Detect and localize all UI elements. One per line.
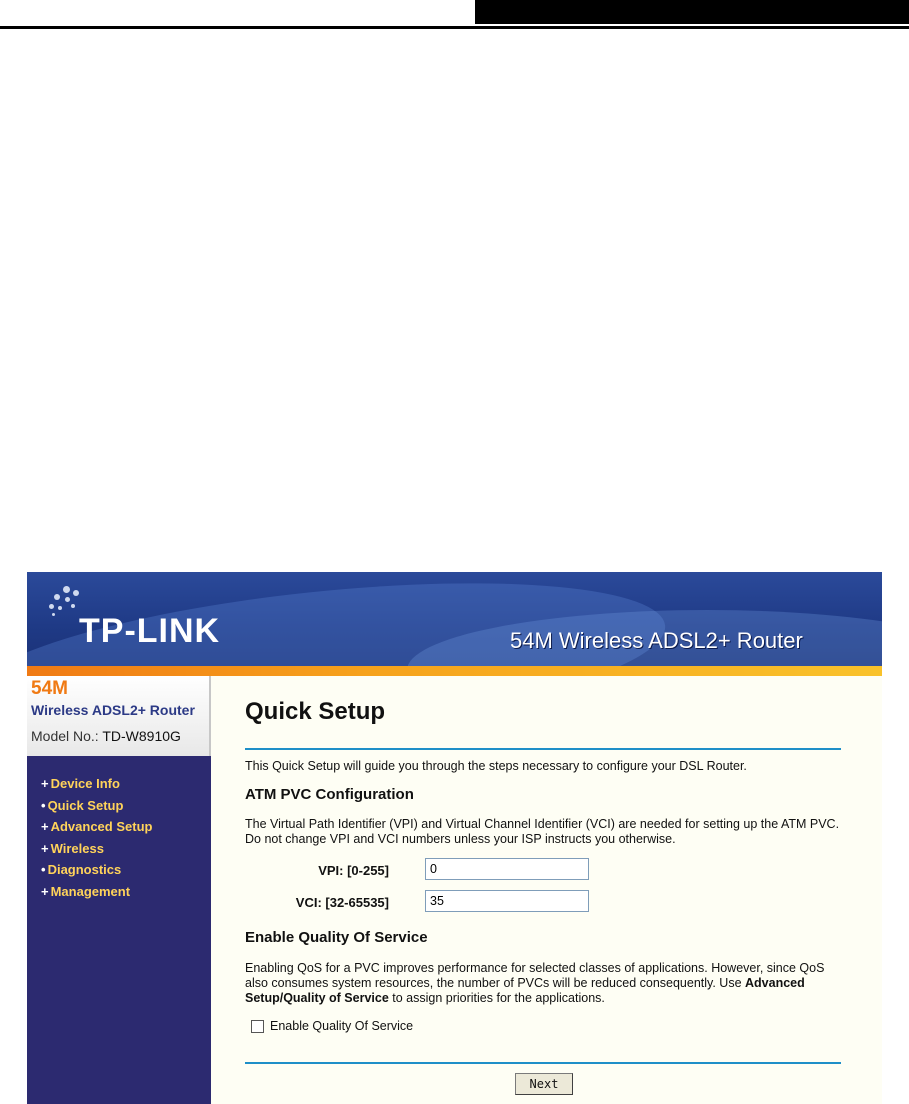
banner xyxy=(27,572,882,670)
model-label: Model No.: xyxy=(31,728,99,744)
plus-icon: + xyxy=(41,883,49,899)
vpi-input[interactable] xyxy=(425,858,589,880)
vci-label: VCI: [32-65535] xyxy=(295,895,389,910)
next-button[interactable]: Next xyxy=(515,1073,573,1095)
main-content xyxy=(211,676,882,1104)
atm-description: The Virtual Path Identifier (VPI) and Virtual Channel Identifier (VCI) are needed for setting up the ATM PVC. Do not change VPI and VCI numbers unless your ISP instructs you otherwise. xyxy=(245,817,840,846)
model-box xyxy=(27,676,211,756)
qos-checkbox-row[interactable] xyxy=(251,1019,413,1033)
header-black-block xyxy=(475,0,909,24)
nav-menu xyxy=(41,776,152,905)
nav-item-wireless[interactable]: + Wireless xyxy=(41,840,104,856)
atm-heading: ATM PVC Configuration xyxy=(245,786,414,803)
qos-checkbox[interactable] xyxy=(251,1020,264,1033)
nav-item-device-info[interactable]: + Device Info xyxy=(41,776,120,791)
qos-checkbox-label: Enable Quality Of Service xyxy=(270,1019,414,1033)
plus-icon: + xyxy=(41,776,49,791)
page-title: Quick Setup xyxy=(245,698,386,725)
nav-item-diagnostics[interactable]: • Diagnostics xyxy=(41,862,122,877)
qos-description: Enabling QoS for a PVC improves performance for selected classes of applications. However, since QoS also consumes system resources, the number of PVCs will be reduced consequently. Use Advanced Setup/Quality of Service to assign priorities for the applications. xyxy=(245,961,825,1005)
plus-icon: + xyxy=(41,819,49,834)
model-speed: 54M xyxy=(31,678,68,699)
qos-heading: Enable Quality Of Service xyxy=(245,929,428,946)
nav-item-management[interactable]: + Management xyxy=(41,883,131,899)
qos-link-text: Advanced Setup/Quality of Service xyxy=(245,976,805,1005)
model-title: Wireless ADSL2+ Router xyxy=(31,702,195,718)
model-value: TD-W8910G xyxy=(102,728,181,744)
router-screenshot xyxy=(27,572,882,1104)
bullet-icon: • xyxy=(41,862,46,877)
vci-input[interactable] xyxy=(425,890,589,912)
divider-bottom xyxy=(245,1062,841,1064)
bullet-icon: • xyxy=(41,797,46,813)
product-name: 54M Wireless ADSL2+ Router xyxy=(510,628,803,653)
orange-band xyxy=(27,666,882,676)
divider-top xyxy=(245,748,841,750)
vpi-label: VPI: [0-255] xyxy=(318,863,389,878)
plus-icon: + xyxy=(41,840,49,856)
intro-text: This Quick Setup will guide you through the steps necessary to configure your DSL Router. xyxy=(245,759,747,773)
nav-item-advanced-setup[interactable]: + Advanced Setup xyxy=(41,819,153,834)
brand-logo: TP-LINK xyxy=(79,612,221,650)
sidebar xyxy=(27,676,211,1104)
nav-item-quick-setup[interactable]: • Quick Setup xyxy=(41,797,124,813)
model-number xyxy=(31,728,181,744)
header-rule xyxy=(0,26,909,29)
